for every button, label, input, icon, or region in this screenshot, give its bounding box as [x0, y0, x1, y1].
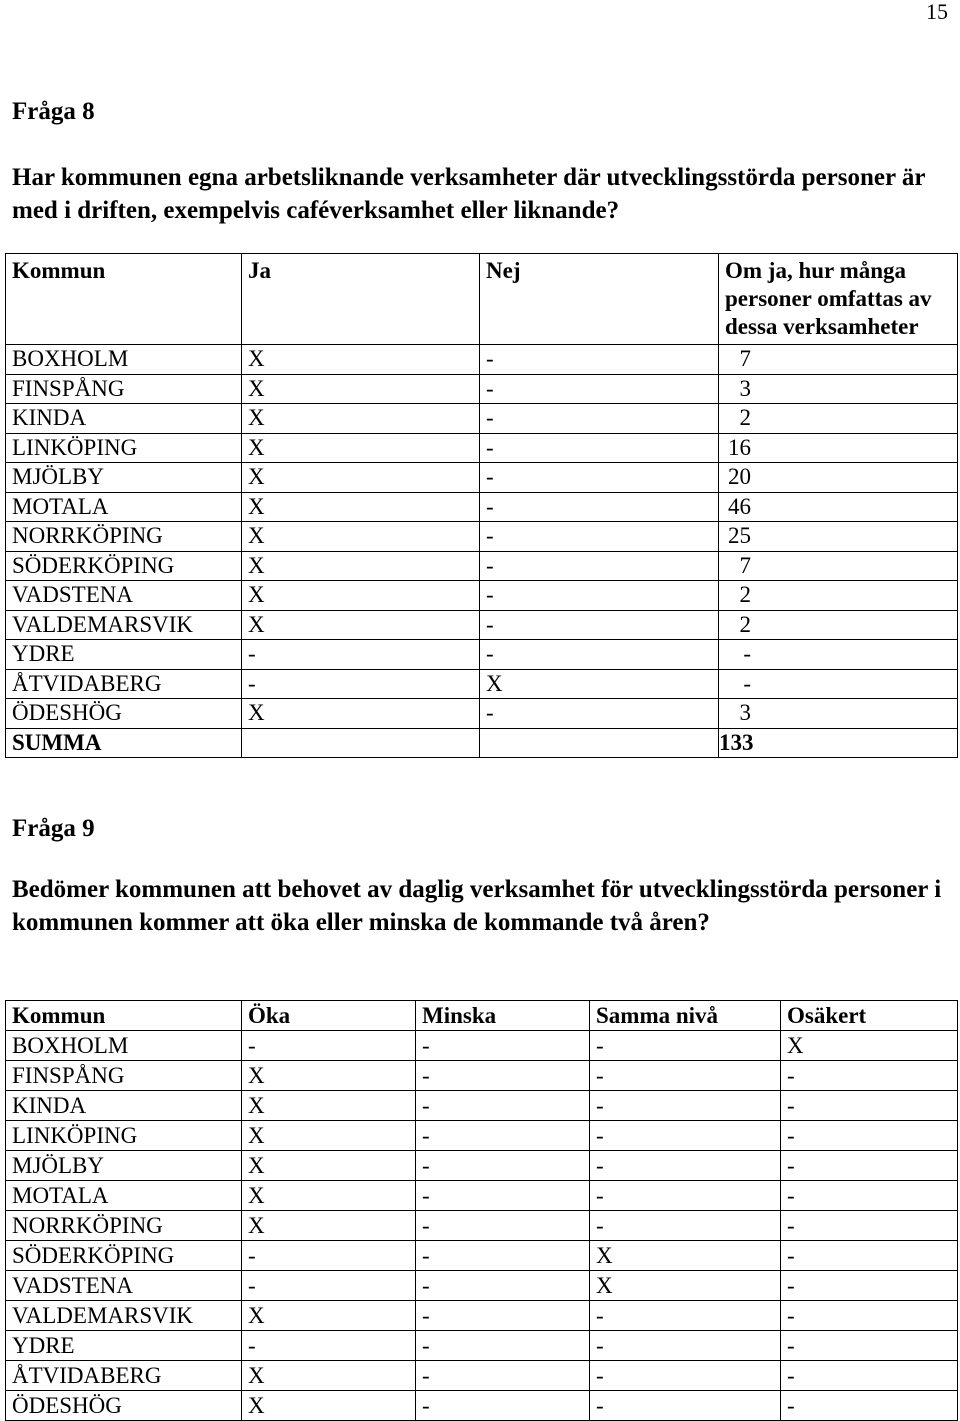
kommun-cell: BOXHOLM [6, 1031, 242, 1061]
table-row [6, 1301, 958, 1331]
antal-cell: 46 [719, 492, 958, 522]
nej-cell: - [480, 610, 719, 640]
kommun-cell: FINSPÅNG [6, 1061, 242, 1091]
nej-cell: - [480, 433, 719, 463]
sum-value: 133 [719, 728, 958, 758]
ja-cell: X [242, 404, 480, 434]
antal-cell: 2 [719, 610, 958, 640]
osakert-cell: - [781, 1241, 958, 1271]
samma-niva-cell: X [590, 1241, 781, 1271]
minska-cell: - [416, 1031, 590, 1061]
oka-cell: X [242, 1121, 416, 1151]
table-row [6, 374, 958, 404]
kommun-cell: VALDEMARSVIK [6, 610, 242, 640]
kommun-cell: SÖDERKÖPING [6, 1241, 242, 1271]
ja-cell: X [242, 551, 480, 581]
antal-cell: 7 [719, 345, 958, 375]
question-8-heading: Fråga 8 [12, 98, 95, 125]
table-row [6, 1391, 958, 1421]
kommun-cell: SÖDERKÖPING [6, 551, 242, 581]
table-row [6, 345, 958, 375]
column-header-antal-personer: Om ja, hur många personer omfattas av dessa verksamheter [719, 254, 958, 345]
osakert-cell: - [781, 1181, 958, 1211]
kommun-cell: LINKÖPING [6, 433, 242, 463]
nej-cell: - [480, 463, 719, 493]
table-row [6, 1151, 958, 1181]
kommun-cell: YDRE [6, 640, 242, 670]
kommun-cell: MOTALA [6, 1181, 242, 1211]
table-row [6, 404, 958, 434]
samma-niva-cell: - [590, 1151, 781, 1181]
samma-niva-cell: - [590, 1211, 781, 1241]
antal-cell: - [719, 640, 958, 670]
samma-niva-cell: - [590, 1061, 781, 1091]
nej-cell: - [480, 345, 719, 375]
table-row [6, 1271, 958, 1301]
ja-cell: - [242, 669, 480, 699]
minska-cell: - [416, 1271, 590, 1301]
osakert-cell: - [781, 1091, 958, 1121]
osakert-cell: - [781, 1271, 958, 1301]
minska-cell: - [416, 1391, 590, 1421]
nej-cell: - [480, 581, 719, 611]
kommun-cell: MJÖLBY [6, 1151, 242, 1181]
question-8-text: Har kommunen egna arbetsliknande verksamheter där utvecklingsstörda personer är med i driften, exempelvis caféverksamhet eller liknande? [12, 164, 925, 224]
table-row [6, 581, 958, 611]
column-header-minska: Minska [416, 1001, 590, 1031]
ja-cell: - [242, 640, 480, 670]
sum-row [6, 728, 958, 758]
nej-cell: - [480, 492, 719, 522]
kommun-cell: LINKÖPING [6, 1121, 242, 1151]
table-row [6, 1241, 958, 1271]
osakert-cell: - [781, 1151, 958, 1181]
table-row [6, 699, 958, 729]
kommun-cell: MJÖLBY [6, 463, 242, 493]
nej-cell: - [480, 640, 719, 670]
table-row [6, 1181, 958, 1211]
nej-cell: - [480, 551, 719, 581]
kommun-cell: FINSPÅNG [6, 374, 242, 404]
ja-cell: X [242, 433, 480, 463]
minska-cell: - [416, 1301, 590, 1331]
table-row [6, 1361, 958, 1391]
nej-cell: - [480, 522, 719, 552]
kommun-cell: ÅTVIDABERG [6, 669, 242, 699]
oka-cell: X [242, 1181, 416, 1211]
empty-cell [480, 728, 719, 758]
minska-cell: - [416, 1061, 590, 1091]
minska-cell: - [416, 1211, 590, 1241]
osakert-cell: X [781, 1031, 958, 1061]
column-header-oka: Öka [242, 1001, 416, 1031]
antal-cell: 2 [719, 404, 958, 434]
table-row [6, 1211, 958, 1241]
osakert-cell: - [781, 1391, 958, 1421]
table-row [6, 1331, 958, 1361]
antal-cell: 25 [719, 522, 958, 552]
osakert-cell: - [781, 1301, 958, 1331]
kommun-cell: MOTALA [6, 492, 242, 522]
column-header-osakert: Osäkert [781, 1001, 958, 1031]
osakert-cell: - [781, 1331, 958, 1361]
question-9-heading: Fråga 9 [12, 815, 95, 842]
kommun-cell: VADSTENA [6, 581, 242, 611]
oka-cell: - [242, 1331, 416, 1361]
samma-niva-cell: - [590, 1331, 781, 1361]
question-8-table [5, 253, 958, 758]
ja-cell: X [242, 492, 480, 522]
table-header-row [6, 1001, 958, 1031]
antal-cell: 16 [719, 433, 958, 463]
column-header-ja: Ja [242, 254, 480, 345]
oka-cell: X [242, 1391, 416, 1421]
ja-cell: X [242, 463, 480, 493]
question-9-table [5, 1000, 958, 1421]
antal-cell: 2 [719, 581, 958, 611]
nej-cell: - [480, 699, 719, 729]
table-row [6, 551, 958, 581]
minska-cell: - [416, 1181, 590, 1211]
antal-cell: 7 [719, 551, 958, 581]
table-row [6, 492, 958, 522]
table-row [6, 1121, 958, 1151]
osakert-cell: - [781, 1121, 958, 1151]
minska-cell: - [416, 1121, 590, 1151]
column-header-kommun: Kommun [6, 254, 242, 345]
table-row [6, 1091, 958, 1121]
samma-niva-cell: - [590, 1031, 781, 1061]
kommun-cell: NORRKÖPING [6, 522, 242, 552]
nej-cell: - [480, 404, 719, 434]
minska-cell: - [416, 1091, 590, 1121]
table-row [6, 433, 958, 463]
column-header-samma-niva: Samma nivå [590, 1001, 781, 1031]
samma-niva-cell: - [590, 1301, 781, 1331]
antal-cell: 3 [719, 699, 958, 729]
minska-cell: - [416, 1241, 590, 1271]
table-row [6, 463, 958, 493]
sum-label: SUMMA [6, 728, 242, 758]
oka-cell: X [242, 1361, 416, 1391]
kommun-cell: YDRE [6, 1331, 242, 1361]
kommun-cell: ÖDESHÖG [6, 699, 242, 729]
ja-cell: X [242, 610, 480, 640]
kommun-cell: VALDEMARSVIK [6, 1301, 242, 1331]
ja-cell: X [242, 581, 480, 611]
minska-cell: - [416, 1331, 590, 1361]
osakert-cell: - [781, 1361, 958, 1391]
column-header-kommun: Kommun [6, 1001, 242, 1031]
table-row [6, 522, 958, 552]
question-9-text: Bedömer kommunen att behovet av daglig verksamhet för utvecklingsstörda personer i kommunen kommer att öka eller minska de kommande två åren? [12, 876, 942, 936]
table-row [6, 669, 958, 699]
column-header-nej: Nej [480, 254, 719, 345]
osakert-cell: - [781, 1061, 958, 1091]
oka-cell: X [242, 1211, 416, 1241]
samma-niva-cell: X [590, 1271, 781, 1301]
ja-cell: X [242, 345, 480, 375]
kommun-cell: KINDA [6, 404, 242, 434]
antal-cell: - [719, 669, 958, 699]
table-row [6, 1061, 958, 1091]
oka-cell: - [242, 1031, 416, 1061]
antal-cell: 3 [719, 374, 958, 404]
table-row [6, 610, 958, 640]
empty-cell [242, 728, 480, 758]
table-header-row [6, 254, 958, 345]
oka-cell: - [242, 1241, 416, 1271]
kommun-cell: KINDA [6, 1091, 242, 1121]
antal-cell: 20 [719, 463, 958, 493]
nej-cell: - [480, 374, 719, 404]
oka-cell: X [242, 1151, 416, 1181]
minska-cell: - [416, 1361, 590, 1391]
oka-cell: - [242, 1271, 416, 1301]
oka-cell: X [242, 1301, 416, 1331]
osakert-cell: - [781, 1211, 958, 1241]
kommun-cell: ÅTVIDABERG [6, 1361, 242, 1391]
table-row [6, 1031, 958, 1061]
oka-cell: X [242, 1061, 416, 1091]
kommun-cell: ÖDESHÖG [6, 1391, 242, 1421]
minska-cell: - [416, 1151, 590, 1181]
samma-niva-cell: - [590, 1361, 781, 1391]
samma-niva-cell: - [590, 1391, 781, 1421]
table-row [6, 640, 958, 670]
samma-niva-cell: - [590, 1181, 781, 1211]
oka-cell: X [242, 1091, 416, 1121]
ja-cell: X [242, 699, 480, 729]
samma-niva-cell: - [590, 1091, 781, 1121]
kommun-cell: NORRKÖPING [6, 1211, 242, 1241]
kommun-cell: BOXHOLM [6, 345, 242, 375]
ja-cell: X [242, 522, 480, 552]
nej-cell: X [480, 669, 719, 699]
page-number: 15 [926, 0, 948, 24]
samma-niva-cell: - [590, 1121, 781, 1151]
kommun-cell: VADSTENA [6, 1271, 242, 1301]
ja-cell: X [242, 374, 480, 404]
